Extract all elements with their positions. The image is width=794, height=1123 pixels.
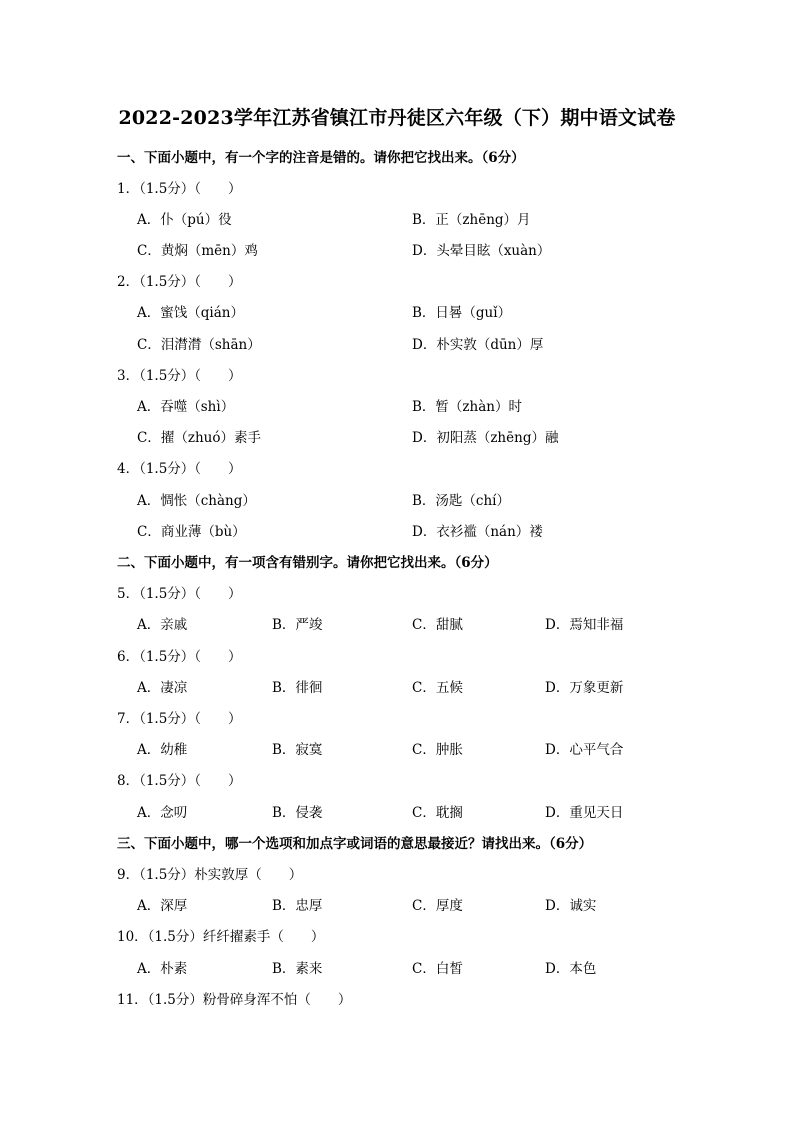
option-b: B．严竣 bbox=[272, 617, 323, 633]
option-d: D．头晕目眩（xuàn） bbox=[412, 243, 551, 259]
question-4-stem: 4．（1.5分）（ ） bbox=[117, 461, 242, 477]
question-2-stem: 2．（1.5分）（ ） bbox=[117, 274, 242, 290]
option-a: A．亲戚 bbox=[137, 617, 188, 633]
question-9-options bbox=[137, 894, 677, 914]
option-b: B．徘徊 bbox=[272, 680, 323, 696]
option-b: B．汤匙（chí） bbox=[412, 493, 510, 509]
section-heading-2: 二、下面小题中，有一项含有错别字。请你把它找出来。（6分） bbox=[117, 555, 498, 571]
option-d: D．本色 bbox=[545, 961, 597, 977]
option-c: C．五候 bbox=[412, 680, 463, 696]
question-9-stem: 9．（1.5分）朴实敦厚（ ） bbox=[117, 867, 303, 883]
option-d: D．衣衫褴（nán）褛 bbox=[412, 524, 543, 540]
question-5-options bbox=[137, 613, 677, 633]
question-10-options bbox=[137, 957, 677, 977]
option-b: B．暂（zhàn）时 bbox=[412, 399, 522, 415]
option-b: B．寂寞 bbox=[272, 742, 323, 758]
option-b: B．日晷（guǐ） bbox=[412, 305, 512, 321]
option-a: A．深厚 bbox=[137, 898, 188, 914]
question-10-stem: 10．（1.5分）纤纤擢素手（ ） bbox=[117, 929, 325, 945]
option-d: D．诚实 bbox=[545, 898, 597, 914]
option-a: A．朴素 bbox=[137, 961, 188, 977]
option-a: A．念叨 bbox=[137, 805, 188, 821]
option-b: B．素来 bbox=[272, 961, 323, 977]
question-3-options-row-1 bbox=[137, 395, 677, 415]
option-d: D．初阳蒸（zhēng）融 bbox=[412, 430, 559, 446]
question-3-options-row-2 bbox=[137, 426, 677, 446]
option-c: C．黄焖（mēn）鸡 bbox=[137, 243, 258, 259]
section-heading-1: 一、下面小题中，有一个字的注音是错的。请你把它找出来。（6分） bbox=[117, 150, 525, 166]
option-d: D．万象更新 bbox=[545, 680, 624, 696]
question-8-stem: 8．（1.5分）（ ） bbox=[117, 773, 242, 789]
option-c: C．甜腻 bbox=[412, 617, 463, 633]
question-7-stem: 7．（1.5分）（ ） bbox=[117, 711, 242, 727]
option-a: A．蜜饯（qián） bbox=[137, 305, 244, 321]
question-3-stem: 3．（1.5分）（ ） bbox=[117, 368, 242, 384]
option-d: D．重见天日 bbox=[545, 805, 624, 821]
option-a: A．幼稚 bbox=[137, 742, 188, 758]
question-6-options bbox=[137, 676, 677, 696]
option-c: C．擢（zhuó）素手 bbox=[137, 430, 261, 446]
question-5-stem: 5．（1.5分）（ ） bbox=[117, 586, 242, 602]
option-c: C．白皙 bbox=[412, 961, 463, 977]
question-2-options-row-2 bbox=[137, 333, 677, 353]
option-c: C．肿胀 bbox=[412, 742, 463, 758]
option-c: C．泪潸潸（shān） bbox=[137, 337, 261, 353]
question-6-stem: 6．（1.5分）（ ） bbox=[117, 649, 242, 665]
question-11-stem: 11．（1.5分）粉骨碎身浑不怕（ ） bbox=[117, 992, 352, 1008]
option-a: A．吞噬（shì） bbox=[137, 399, 235, 415]
question-2-options-row-1 bbox=[137, 301, 677, 321]
option-d: D．焉知非福 bbox=[545, 617, 624, 633]
option-a: A．凄凉 bbox=[137, 680, 188, 696]
option-b: B．正（zhēng）月 bbox=[412, 212, 531, 228]
option-b: B．侵袭 bbox=[272, 805, 323, 821]
question-4-options-row-1 bbox=[137, 489, 677, 509]
question-1-options-row-1 bbox=[137, 208, 677, 228]
question-1-options-row-2 bbox=[137, 239, 677, 259]
option-a: A．惆怅（chàng） bbox=[137, 493, 256, 509]
option-a: A．仆（pú）役 bbox=[137, 212, 232, 228]
question-1-stem: 1．（1.5分）（ ） bbox=[117, 181, 242, 197]
option-c: C．商业薄（bù） bbox=[137, 524, 246, 540]
option-d: D．心平气合 bbox=[545, 742, 624, 758]
option-c: C．耽搁 bbox=[412, 805, 463, 821]
question-4-options-row-2 bbox=[137, 520, 677, 540]
option-b: B．忠厚 bbox=[272, 898, 323, 914]
page-title: 2022-2023学年江苏省镇江市丹徒区六年级（下）期中语文试卷 bbox=[118, 107, 676, 129]
section-heading-3: 三、下面小题中，哪一个选项和加点字或词语的意思最接近？请找出来。（6分） bbox=[117, 836, 593, 852]
question-7-options bbox=[137, 738, 677, 758]
option-d: D．朴实敦（dūn）厚 bbox=[412, 337, 544, 353]
question-8-options bbox=[137, 801, 677, 821]
option-c: C．厚度 bbox=[412, 898, 463, 914]
